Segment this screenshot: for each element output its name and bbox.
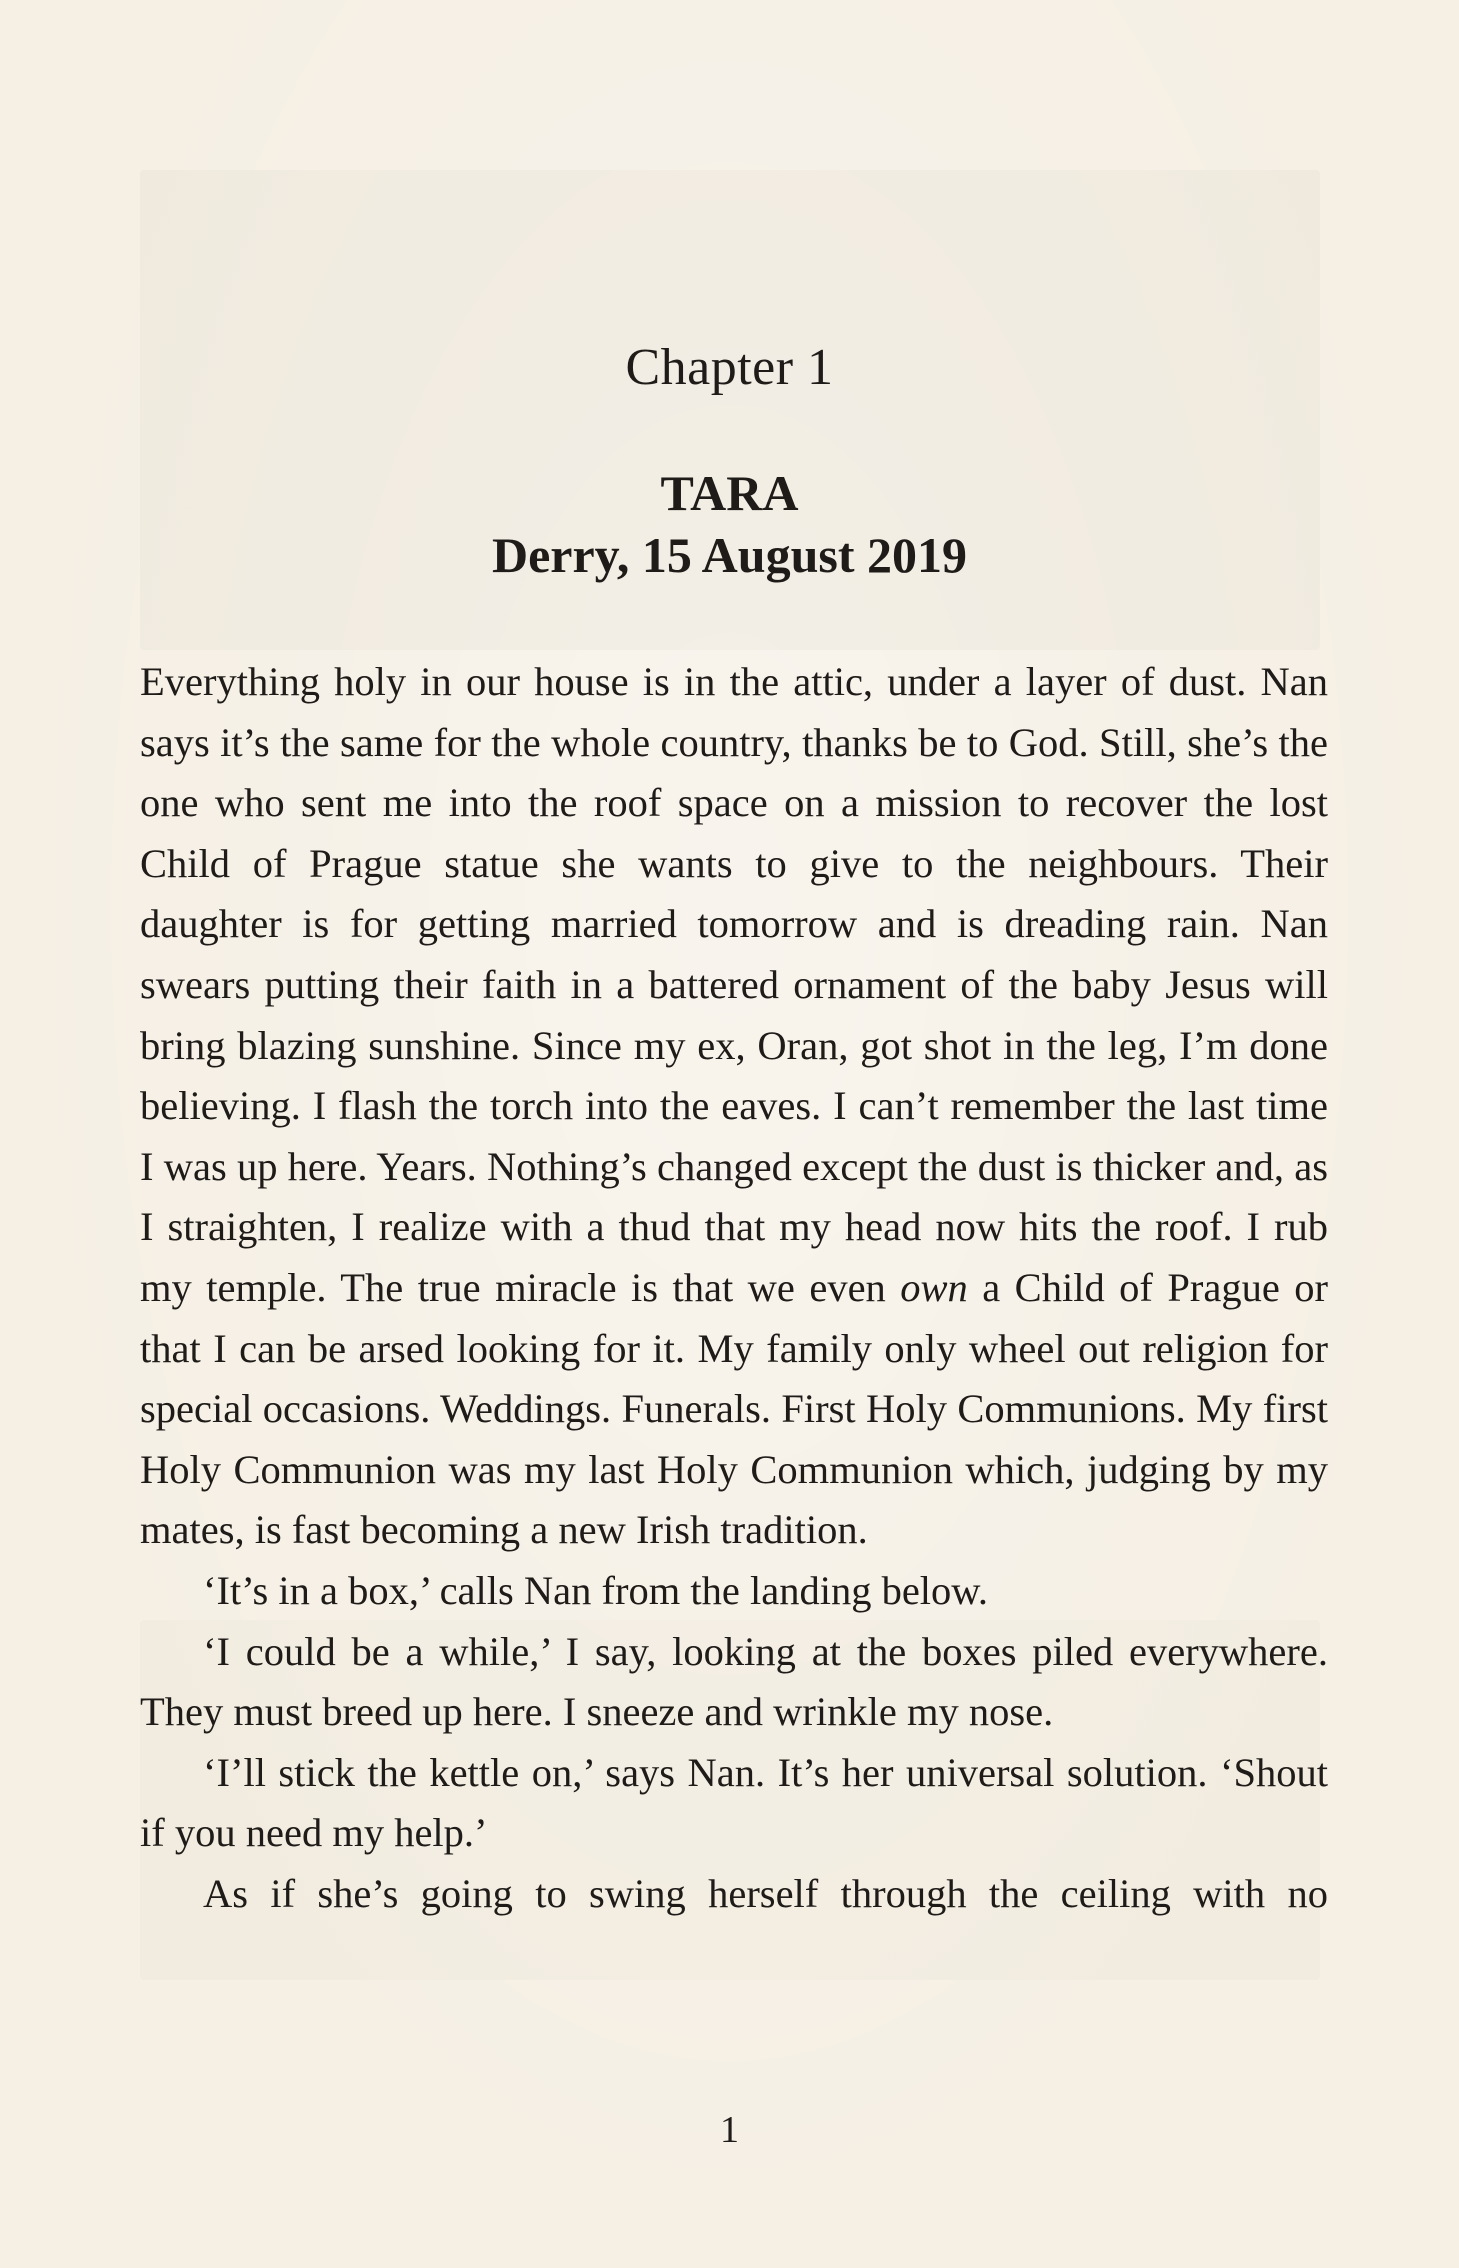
paragraph-3: ‘I could be a while,’ I say, looking at the boxes piled everywhere. They must breed up here. I sneeze and wrinkle my nose.: [140, 1628, 1328, 1735]
paragraph-1-part-a: Everything holy in our house is in the attic, under a layer of dust. Nan says it’s the same for the whole country, thanks be to God. Still, she’s the one who sent me into the roof space on a mission to recover the lost Child of Prague statue she wants to give to the neighbours. Their daughter is for getting married tomorrow and is dreading rain. Nan swears putting their faith in a battered ornament of the baby Jesus will bring blazing sunshine. Since my ex, Oran, got shot in the leg, I’m done believing. I flash the torch into the eaves. I can’t remember the last time I was up here. Years. Nothing’s changed except the dust is thicker and, as I straighten, I realize with a thud that my head now hits the roof. I rub my temple. The true miracle is that we even: [140, 659, 1328, 1310]
chapter-heading: Chapter 1: [625, 339, 834, 396]
paragraph-5: As if she’s going to swing herself through the ceiling with no: [203, 1870, 1328, 1916]
paragraph-4: ‘I’ll stick the kettle on,’ says Nan. It’s her universal solution. ‘Shout if you need my help.’: [140, 1749, 1328, 1856]
page-number: 1: [720, 2109, 739, 2151]
chapter-subheading: [0, 462, 1459, 586]
paragraph-2: ‘It’s in a box,’ calls Nan from the landing below.: [203, 1567, 989, 1613]
emphasis-own: own: [900, 1264, 968, 1310]
place-and-date: Derry, 15 August 2019: [492, 527, 967, 583]
paragraph-1-part-b: a Child of Prague or that I can be arsed looking for it. My family only wheel out religion for special occasions. Weddings. Funerals. First Holy Communions. My first Holy Communion was my last Holy Communion which, judging by my mates, is fast becoming a new Irish tradition.: [140, 1264, 1329, 1553]
pov-character-name: TARA: [660, 465, 799, 521]
body-text: [140, 652, 1328, 1924]
paragraph-1: [140, 652, 1328, 1561]
